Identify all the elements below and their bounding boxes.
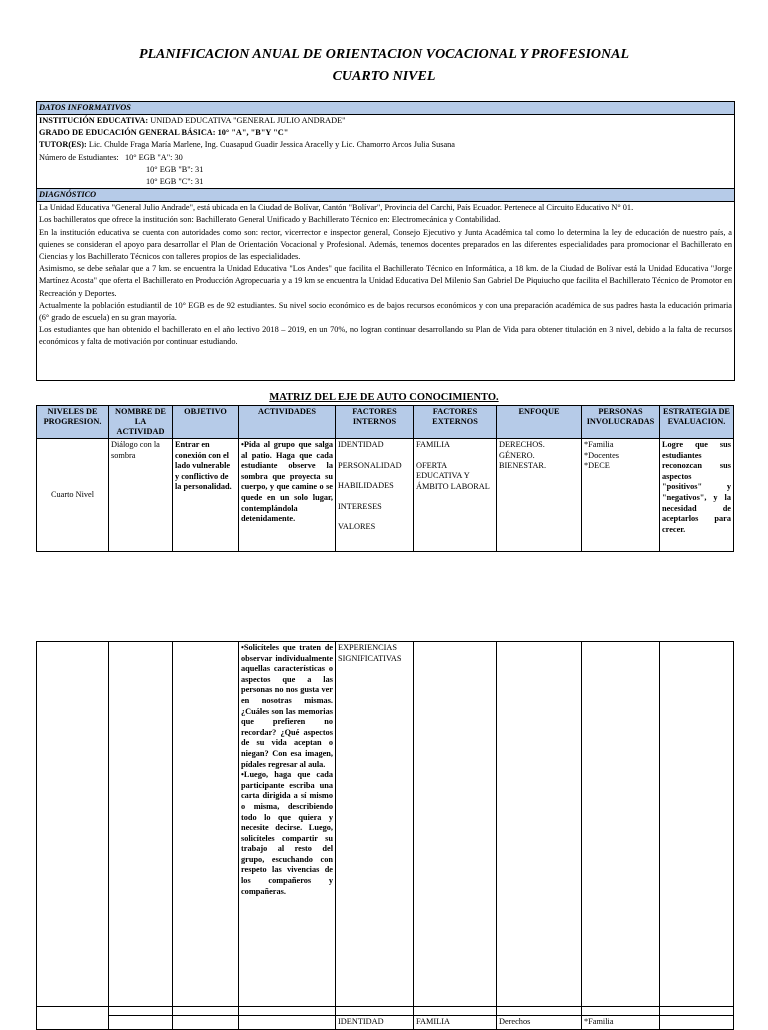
list-item: PERSONALIDAD xyxy=(338,460,402,470)
table-row xyxy=(37,642,734,1007)
cell-empty xyxy=(173,642,239,1007)
diagnostico-p1: La Unidad Educativa "General Julio Andrade", está ubicada en la Ciudad de Bolívar, Cantón "Bolívar", Provincia del Carchi, País Ecuador. Pertenece al Circuito Educativo N° 01. xyxy=(39,203,634,213)
header-personas: PERSONAS INVOLUCRADAS xyxy=(582,406,660,439)
diagnostico-p4: Asimismo, se debe señalar que a 7 km. se encuentra la Unidad Educativa "Los Andes" que facilita el Bachillerato Técnico en Informática, a 18 km. de la Ciudad de Bolívar está la Unidad Educativa "Jorge Martínez Acosta" que oferta el Bachillerato en Producción Agropecuaria y a 19 km se encuentra la Unidad Educativa Del Milenio San Gabriel De Piquiucho que facilita el Bachillerato Técnico de Promotor en Recreación y Deportes. xyxy=(39,264,732,298)
tutor-label: TUTOR(ES): xyxy=(39,140,87,150)
cell-empty xyxy=(109,642,173,1007)
page-subtitle: CUARTO NIVEL xyxy=(332,69,436,84)
header-estrategia: ESTRATEGIA DE EVALUACION. xyxy=(660,406,734,439)
cell-internos: IDENTIDAD xyxy=(336,1016,414,1030)
datos-header: DATOS INFORMATIVOS xyxy=(37,102,734,115)
cell-nombre: Diálogo con la sombra xyxy=(109,439,173,552)
cell-empty xyxy=(414,1007,497,1016)
cell-externos xyxy=(414,439,497,552)
list-item: INTERESES xyxy=(338,501,382,511)
cell-nivel: Cuarto Nivel xyxy=(37,439,109,552)
cell-empty xyxy=(109,1016,173,1030)
cell-empty xyxy=(660,1007,734,1016)
cell-empty xyxy=(497,642,582,1007)
cell-empty xyxy=(173,1007,239,1016)
cell-empty xyxy=(37,1007,109,1016)
cell-empty xyxy=(239,1016,336,1030)
table-row xyxy=(37,439,734,552)
tutor-value: Lic. Chulde Fraga María Marlene, Ing. Cuasapud Guadir Jessica Aracelly y Lic. Chamorro Arcos Julia Susana xyxy=(86,140,455,150)
cell-empty xyxy=(582,1007,660,1016)
cell-empty xyxy=(414,642,497,1007)
cell-enfoque xyxy=(497,439,582,552)
header-internos: FACTORES INTERNOS xyxy=(336,406,414,439)
list-item: IDENTIDAD xyxy=(338,440,384,449)
cell-personas xyxy=(582,439,660,552)
institucion-label: INSTITUCIÓN EDUCATIVA: xyxy=(39,116,149,125)
cell-enfoque: Derechos xyxy=(497,1016,582,1030)
header-actividades: ACTIVIDADES xyxy=(239,406,336,439)
header-objetivo: OBJETIVO xyxy=(173,406,239,439)
cell-empty xyxy=(497,1007,582,1016)
estudiantes-b: 10° EGB "B": 31 xyxy=(146,164,204,174)
matrix-table xyxy=(36,405,734,552)
cell-actividad xyxy=(239,439,336,552)
diagnostico-p6: Los estudiantes que han obtenido el bachillerato en el año lectivo 2018 – 2019, en un 70%, no logran continuar desarrollando su Plan de Vida para obtener titulación en 3 nivel, debido a la falta de recursos económicos y falta de motivación por continuar estudiando. xyxy=(39,325,732,347)
estudiantes-a: 10° EGB "A": 30 xyxy=(124,152,183,162)
estudiantes-label: Número de Estudiantes: xyxy=(39,152,119,162)
info-box xyxy=(36,101,735,381)
header-externos: FACTORES EXTERNOS xyxy=(414,406,497,439)
cell-empty xyxy=(37,1016,109,1030)
list-item: • Luego, haga que cada participante escriba una carta dirigida a sí mismo o misma, describiendo todo lo que quiera y necesite decirse. Luego, solicíteles compartir su trabajo al resto del grupo, escuchando con respeto las vivencias de los compañeros y compañeras. xyxy=(241,770,333,897)
list-item: • Solicíteles que traten de observar individualmente aquellas características o aspectos que a las personas no nos gusta ver en nosotras mismas. ¿Cuáles son las memorias que prefieren no recordar? ¿Qué aspectos de su vida aceptan o niegan? Con esa imagen, pídales regresar al aula. xyxy=(241,643,333,770)
institucion-value: UNIDAD EDUCATIVA "GENERAL JULIO ANDRADE" xyxy=(148,116,346,125)
cell-empty xyxy=(660,642,734,1007)
diagnostico-header: DIAGNÓSTICO xyxy=(37,188,734,202)
page-title: PLANIFICACION ANUAL DE ORIENTACION VOCACIONAL Y PROFESIONAL xyxy=(138,47,630,62)
list-item: • Pida al grupo que salga al patio. Haga que cada estudiante observe la sombra que proyecta su cuerpo, y que camine o se quede en un solo lugar, contemplándola detenidamente. xyxy=(241,440,333,525)
list-item: VALORES xyxy=(338,522,376,532)
list-item: HABILIDADES xyxy=(338,481,394,491)
table-row xyxy=(37,1007,734,1016)
header-nombre: NOMBRE DE LA ACTIVIDAD xyxy=(109,406,173,439)
list-item: GÉNERO. xyxy=(499,450,535,460)
list-item: DERECHOS. xyxy=(499,440,545,449)
cell-actividad xyxy=(239,642,336,1007)
matrix-table-continued xyxy=(36,641,734,1030)
estudiantes-c: 10° EGB "C": 31 xyxy=(146,177,204,187)
estudiantes-line xyxy=(37,152,734,164)
header-enfoque: ENFOQUE xyxy=(497,406,582,439)
list-item: *Familia xyxy=(584,440,614,449)
table-row xyxy=(37,1016,734,1030)
list-item: *DECE xyxy=(584,461,610,471)
grado-line: GRADO DE EDUCACIÓN GENERAL BÁSICA: 10° "A", "B"Y "C" xyxy=(39,128,289,138)
diagnostico-p3: En la institución educativa se cuenta con autoridades como son: rector, vicerrector e inspector general, Consejo Ejecutivo y Junta Académica tal como lo determina la ley de educación de nuestro país, a quienes se consideran el apoyo para desarrollar el Plan de Orientación Vocacional y Profesional. Además, tenemos docentes preparados en las diferentes especialidades para promocionar el Bachillerato en Ciencias y los Bachillerato Técnicos con talleres propios de las especialidades. xyxy=(39,227,732,262)
institucion-line xyxy=(37,115,734,127)
list-item: OFERTA EDUCATIVA Y ÁMBITO LABORAL xyxy=(416,460,490,491)
tutor-line xyxy=(37,139,734,151)
list-item: BIENESTAR. xyxy=(499,461,547,471)
cell-internos: EXPERIENCIAS SIGNIFICATIVAS xyxy=(336,642,414,1007)
cell-empty xyxy=(239,1007,336,1016)
cell-empty xyxy=(660,1016,734,1030)
cell-empty xyxy=(336,1007,414,1016)
cell-empty xyxy=(109,1007,173,1016)
cell-empty xyxy=(173,1016,239,1030)
header-row xyxy=(37,406,734,439)
diagnostico-p2: Los bachilleratos que ofrece la institución son: Bachillerato General Unificado y Bachillerato Técnico en: Electromecánica y Contabilidad. xyxy=(39,215,501,225)
matriz-title: MATRIZ DEL EJE DE AUTO CONOCIMIENTO. xyxy=(269,392,499,403)
header-niveles: NIVELES DE PROGRESION. xyxy=(37,406,109,439)
list-item: *Docentes xyxy=(584,450,620,460)
cell-personas: *Familia xyxy=(582,1016,660,1030)
cell-empty xyxy=(582,642,660,1007)
list-item: FAMILIA xyxy=(416,440,450,449)
cell-objetivo: Entrar en conexión con el lado vulnerable y conflictivo de la personalidad. xyxy=(173,439,239,552)
cell-empty xyxy=(37,642,109,1007)
cell-estrategia: Logre que sus estudiantes reconozcan sus aspectos "positivos" y "negativos", y la necesidad de aceptarlos para crecer. xyxy=(660,439,734,552)
cell-externos: FAMILIA xyxy=(414,1016,497,1030)
cell-internos xyxy=(336,439,414,552)
diagnostico-p5: Actualmente la población estudiantil de 10° EGB es de 92 estudiantes. Su nivel socio económico es de bajos recursos económicos y con una preparación académica de sus padres hasta la educación primaria (6° grado de escuela) en su gran mayoría. xyxy=(39,300,732,323)
